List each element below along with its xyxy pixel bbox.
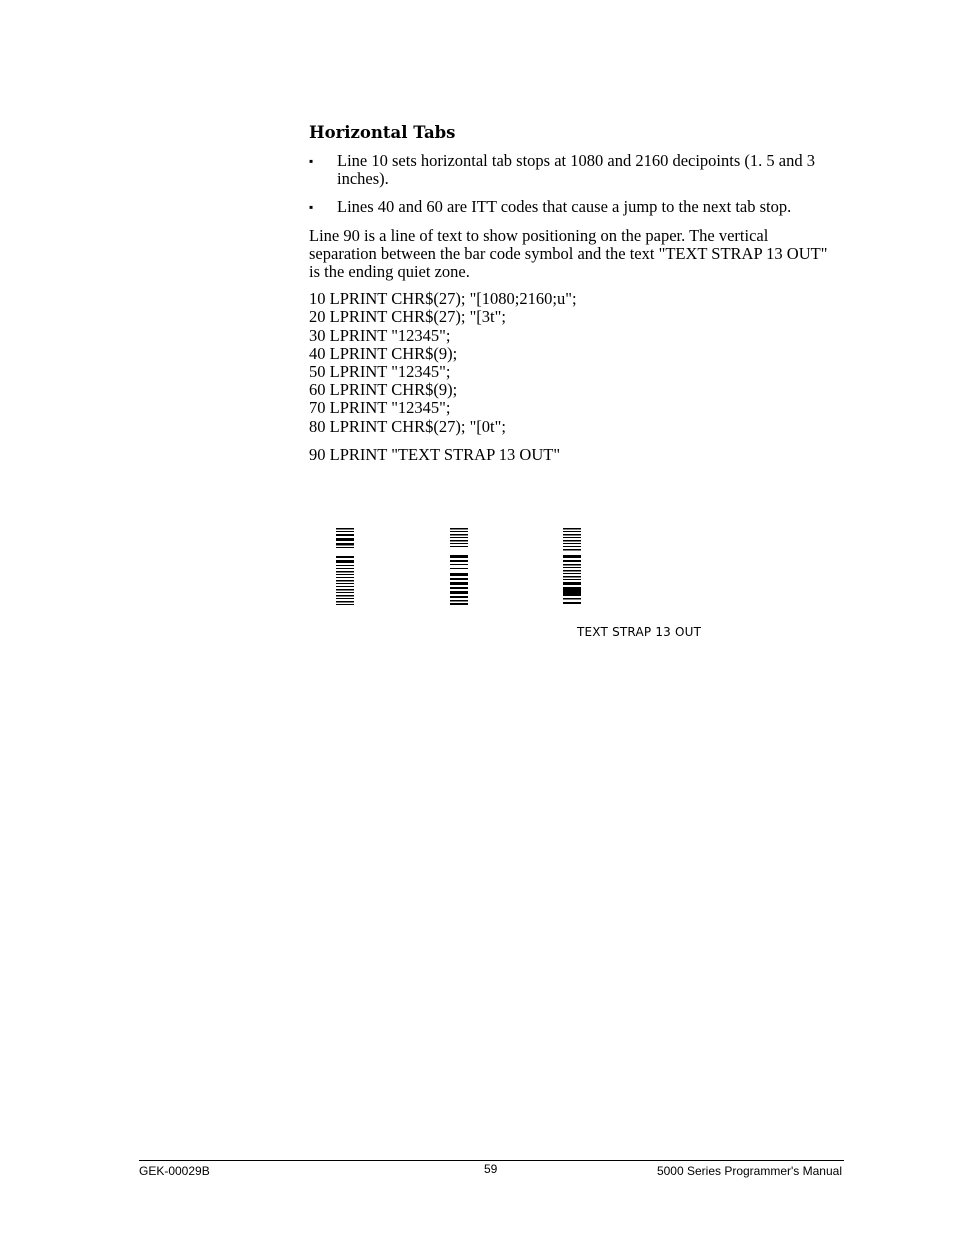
footer-manual-title: 5000 Series Programmer's Manual (656, 1164, 842, 1178)
footer-page-number: 59 (484, 1162, 498, 1176)
barcode-symbol-1 (336, 528, 356, 606)
section-heading: Horizontal Tabs (309, 123, 456, 142)
bullet-text: Line 10 sets horizontal tab stops at 1080 and 2160 decipoints (1. 5 and 3 inches). (337, 151, 815, 189)
square-bullet-icon: ▪ (309, 200, 314, 215)
description-paragraph: Line 90 is a line of text to show positioning on the paper. The vertical separation between the bar code symbol and the text "TEXT STRAP 13 OUT" is the ending quiet zone. (309, 225, 828, 282)
code-line: 50 LPRINT "12345"; (309, 362, 451, 382)
barcode-symbol-3 (563, 528, 583, 606)
footer-doc-id: GEK-00029B (139, 1164, 210, 1178)
square-bullet-icon: ▪ (309, 154, 314, 168)
bullet-item (309, 152, 839, 188)
strap-text-output: TEXT STRAP 13 OUT (577, 625, 702, 639)
code-line: 70 LPRINT "12345"; (309, 398, 451, 418)
code-line: 30 LPRINT "12345"; (309, 325, 451, 345)
bullet-item (309, 198, 839, 216)
code-line: 40 LPRINT CHR$(9); (309, 343, 458, 363)
footer-divider (139, 1160, 844, 1161)
code-listing (309, 290, 839, 436)
code-line: 20 LPRINT CHR$(27); "[3t"; (309, 307, 506, 327)
code-line: 10 LPRINT CHR$(27); "[1080;2160;u"; (309, 289, 577, 309)
bullet-text: Lines 40 and 60 are ITT codes that cause a jump to the next tab stop. (337, 197, 792, 217)
page-content (309, 122, 839, 464)
code-line: 60 LPRINT CHR$(9); (309, 380, 458, 400)
code-line-last: 90 LPRINT "TEXT STRAP 13 OUT" (309, 444, 561, 464)
barcode-symbol-2 (450, 528, 470, 606)
code-line: 80 LPRINT CHR$(27); "[0t"; (309, 416, 506, 436)
bullet-list (309, 152, 839, 217)
barcode-figure (336, 528, 736, 608)
